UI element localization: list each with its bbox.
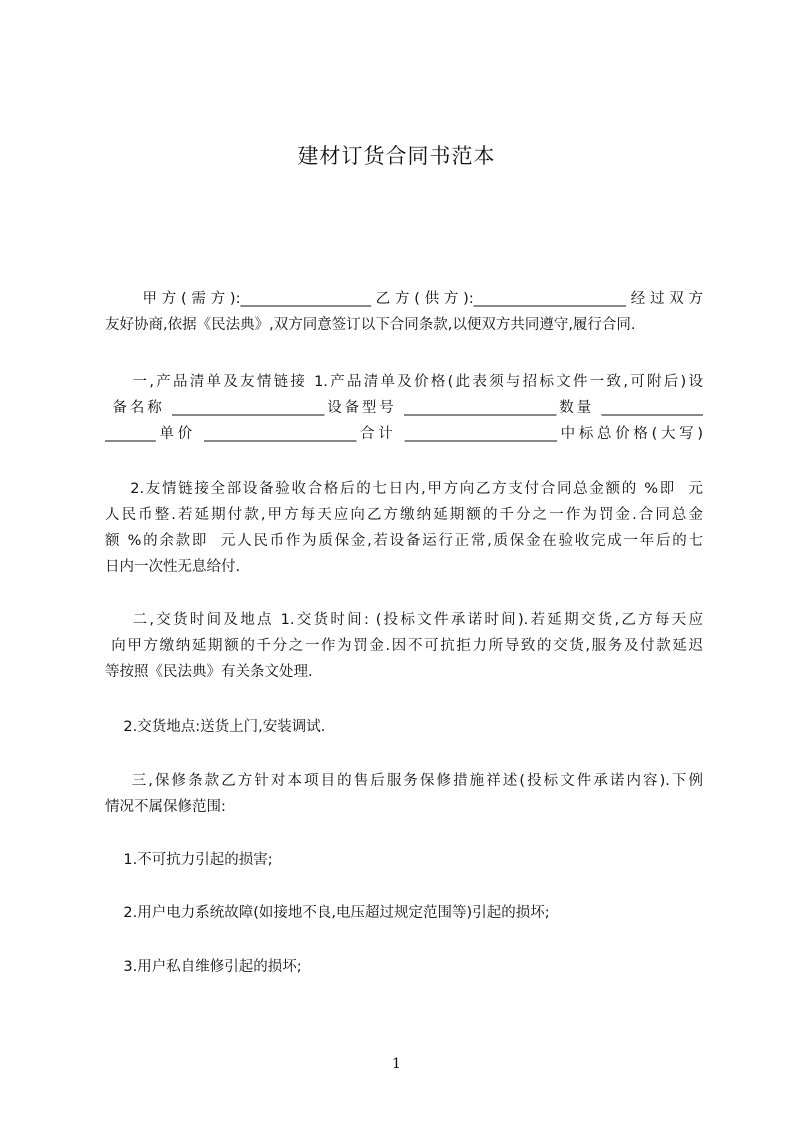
paragraph-warranty — [105, 768, 703, 820]
text-line: 3.用户私自维修引起的损坏; — [105, 959, 302, 975]
text-line: 人民币整.若延期付款,甲方每天应向乙方缴纳延期额的千分之一作为罚金.合同总金 — [105, 507, 703, 523]
text-line: 二,交货时间及地点 1.交货时间: (投标文件承诺时间).若延期交货,乙方每天应 — [105, 612, 703, 628]
text-line: 2.友情链接全部设备验收合格后的七日内,甲方向乙方支付合同总金额的 %即 元 — [105, 481, 703, 497]
paragraph-parties — [105, 286, 703, 338]
text-line: 一,产品清单及友情链接 1.产品清单及价格(此表须与招标文件一致,可附后)设 — [105, 374, 703, 390]
paragraph-exclusion-2 — [105, 900, 703, 926]
text-line: 备名称 _____________________设备型号 _____________________数量 ______________ — [105, 400, 703, 416]
text-line: 1.不可抗力引起的损害; — [105, 852, 273, 868]
text-line: 2.交货地点:送货上门,安装调试. — [105, 719, 326, 735]
text-line: 甲方(需方):__________________乙方(供方):_____________________经过双方 — [105, 291, 703, 307]
paragraph-exclusion-1 — [105, 847, 703, 873]
paragraph-payment — [105, 476, 703, 580]
text-line: 情况不属保修范围: — [105, 799, 226, 815]
document-title: 建材订货合同书范本 — [297, 144, 496, 168]
paragraph-delivery-place — [105, 714, 703, 740]
page-number: 1 — [392, 1056, 401, 1072]
text-line: 向甲方缴纳延期额的千分之一作为罚金.因不可抗拒力所导致的交货,服务及付款延迟 — [105, 638, 703, 654]
text-line: 等按照《民法典》有关条文处理. — [105, 664, 313, 680]
text-line: _______单价 _____________________合计 _____________________中标总价格(大写) — [105, 426, 703, 442]
text-line: 日内一次性无息给付. — [105, 559, 241, 575]
text-line: 2.用户电力系统故障(如接地不良,电压超过规定范围等)引起的损坏; — [105, 905, 550, 921]
paragraph-product-list — [105, 369, 703, 447]
text-line: 额 %的余款即 元人民币作为质保金,若设备运行正常,质保金在验收完成一年后的七 — [105, 533, 703, 549]
text-line: 三,保修条款乙方针对本项目的售后服务保修措施祥述(投标文件承诺内容).下例 — [105, 773, 703, 789]
text-line: 友好协商,依据《民法典》,双方同意签订以下合同条款,以便双方共同遵守,履行合同. — [105, 317, 636, 333]
paragraph-delivery-time — [105, 607, 703, 685]
paragraph-exclusion-3 — [105, 954, 703, 980]
